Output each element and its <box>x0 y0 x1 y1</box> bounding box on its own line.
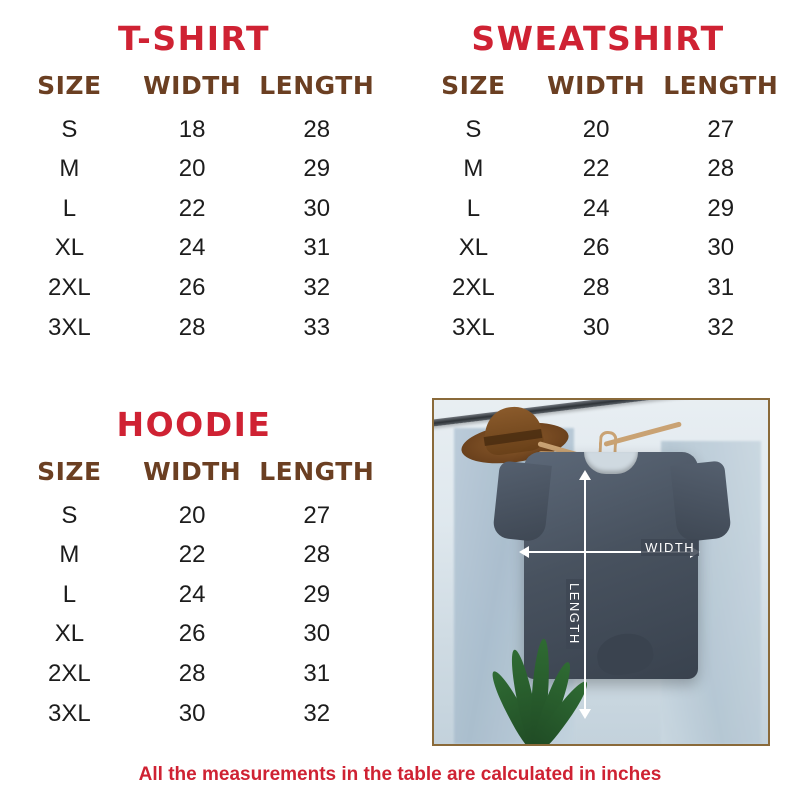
table-row <box>8 189 380 229</box>
cell-width: 26 <box>178 274 206 302</box>
cell-length: 32 <box>303 699 331 727</box>
cell-size: S <box>61 501 78 529</box>
cell-length: 27 <box>707 115 735 143</box>
cell-length: 28 <box>707 155 735 183</box>
column-header-size: SIZE <box>37 70 102 100</box>
cell-width: 30 <box>178 699 206 727</box>
photo-inner <box>434 400 768 744</box>
column-header-size: SIZE <box>37 456 102 486</box>
table-row <box>8 268 380 308</box>
cell-length: 31 <box>707 274 735 302</box>
tshirt-size-table <box>8 69 380 348</box>
cell-length: 31 <box>303 234 331 262</box>
tshirt-collar <box>584 452 638 474</box>
table-row <box>412 149 784 189</box>
table-row <box>8 575 380 615</box>
measurement-units-note: All the measurements in the table are calculated in inches <box>138 764 662 785</box>
cell-size: 2XL <box>48 660 91 688</box>
sweatshirt-size-table-block <box>412 19 784 347</box>
tshirt-table-title: T-SHIRT <box>118 19 270 58</box>
cell-size: M <box>59 155 80 183</box>
cell-width: 22 <box>582 155 610 183</box>
measurement-photo <box>432 398 770 746</box>
cell-length: 33 <box>303 313 331 341</box>
cell-width: 28 <box>582 274 610 302</box>
table-header-row <box>8 455 380 496</box>
cell-width: 28 <box>178 313 206 341</box>
table-header-row <box>412 69 784 110</box>
table-row <box>8 308 380 348</box>
cell-size: XL <box>54 620 85 648</box>
sweatshirt-size-table <box>412 69 784 348</box>
sweatshirt-table-title: SWEATSHIRT <box>471 19 725 58</box>
cell-size: L <box>466 194 481 222</box>
column-header-width: WIDTH <box>143 456 242 486</box>
table-row <box>8 694 380 734</box>
table-row <box>8 535 380 575</box>
column-header-length: LENGTH <box>259 70 375 100</box>
table-row <box>412 268 784 308</box>
table-row <box>412 189 784 229</box>
column-header-width: WIDTH <box>143 70 242 100</box>
cell-width: 22 <box>178 194 206 222</box>
table-row <box>8 228 380 268</box>
column-header-length: LENGTH <box>663 70 779 100</box>
table-row <box>412 110 784 150</box>
tshirt-knot <box>594 630 656 679</box>
cell-length: 30 <box>707 234 735 262</box>
cell-size: 2XL <box>452 274 495 302</box>
cell-size: L <box>62 580 77 608</box>
table-row <box>8 110 380 150</box>
cell-width: 28 <box>178 660 206 688</box>
hoodie-size-table <box>8 455 380 734</box>
cell-size: M <box>463 155 484 183</box>
table-row <box>8 149 380 189</box>
cell-size: XL <box>54 234 85 262</box>
cell-length: 32 <box>303 274 331 302</box>
cell-width: 24 <box>178 580 206 608</box>
cell-length: 29 <box>303 155 331 183</box>
cell-width: 20 <box>178 501 206 529</box>
table-row <box>8 654 380 694</box>
table-row <box>412 228 784 268</box>
cell-width: 20 <box>178 155 206 183</box>
cell-width: 24 <box>178 234 206 262</box>
table-row <box>412 308 784 348</box>
tshirt-size-table-block <box>8 19 380 347</box>
cell-size: S <box>465 115 482 143</box>
cell-width: 22 <box>178 541 206 569</box>
cell-size: S <box>61 115 78 143</box>
column-header-size: SIZE <box>441 70 506 100</box>
column-header-length: LENGTH <box>259 456 375 486</box>
cell-size: 3XL <box>48 313 91 341</box>
table-header-row <box>8 69 380 110</box>
column-header-width: WIDTH <box>547 70 646 100</box>
cell-width: 24 <box>582 194 610 222</box>
cell-length: 32 <box>707 313 735 341</box>
cell-size: 2XL <box>48 274 91 302</box>
tshirt-left-sleeve <box>492 460 552 542</box>
width-label: WIDTH <box>641 539 699 556</box>
table-row <box>8 614 380 654</box>
cell-length: 27 <box>303 501 331 529</box>
cell-width: 20 <box>582 115 610 143</box>
cell-length: 30 <box>303 194 331 222</box>
cell-width: 18 <box>178 115 206 143</box>
cell-length: 31 <box>303 660 331 688</box>
cell-size: 3XL <box>452 313 495 341</box>
cell-length: 28 <box>303 115 331 143</box>
cell-size: 3XL <box>48 699 91 727</box>
cell-length: 29 <box>303 580 331 608</box>
cell-width: 26 <box>582 234 610 262</box>
length-label: LENGTH <box>566 579 583 649</box>
cell-size: XL <box>458 234 489 262</box>
table-row <box>8 496 380 536</box>
cell-width: 26 <box>178 620 206 648</box>
cell-length: 30 <box>303 620 331 648</box>
hoodie-table-title: HOODIE <box>116 405 272 444</box>
cell-length: 28 <box>303 541 331 569</box>
cell-length: 29 <box>707 194 735 222</box>
hoodie-size-table-block <box>8 405 380 733</box>
cell-size: M <box>59 541 80 569</box>
cell-width: 30 <box>582 313 610 341</box>
length-arrow-icon <box>584 479 586 709</box>
cell-size: L <box>62 194 77 222</box>
tshirt-right-sleeve <box>670 460 732 542</box>
